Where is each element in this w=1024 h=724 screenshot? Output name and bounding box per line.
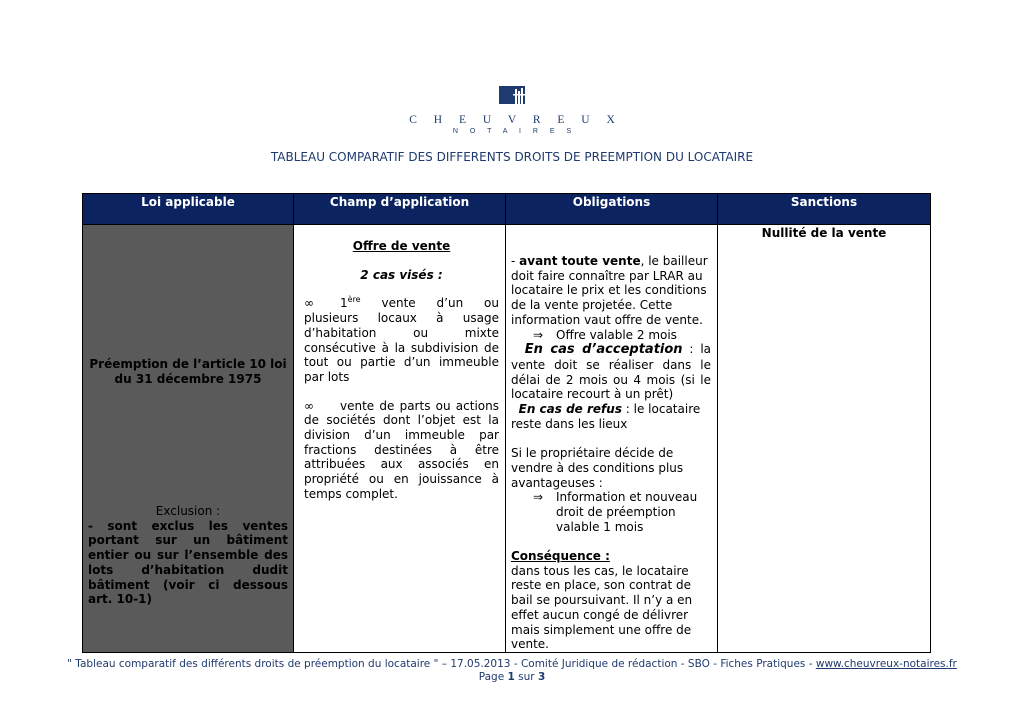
acceptation-label: En cas d’acceptation [524,342,683,358]
cell-champ-application [294,225,506,653]
logo-subtitle: N O T A I R E S [452,128,577,135]
champ-item-2 [304,399,499,502]
p1-rest: , le bailleur doit faire connaître par LRAR au locataire le prix et les conditions de la vente projetée. Cette information vaut offre de vente. [511,254,708,327]
obligation-p1 [511,254,711,328]
document-title: TABLEAU COMPARATIF DES DIFFERENTS DROITS DE PREEMPTION DU LOCATAIRE [270,150,754,164]
page-number [0,671,1024,684]
header-champ-application: Champ d’application [294,194,506,225]
exclusion-text: - sont exclus les ventes portant sur un bâtiment entier ou sur l’ensemble des lots d’habitation dudit bâtiment (voir ci dessous art. 10-1) [88,518,288,607]
header-loi-applicable: Loi applicable [83,194,294,225]
refus-label: En cas de refus [518,402,622,417]
item1-number: 1 [340,296,348,311]
p1-prefix: - [511,254,520,268]
obligation-refus [511,402,711,431]
cell-sanctions: Nullité de la vente [718,225,931,653]
champ-subheading: 2 cas visés : [360,267,443,282]
cell-loi-applicable [83,225,294,653]
footer-text: " Tableau comparatif des différents droits de préemption du locataire " – 17.05.2013 - Comité Juridique de rédaction - SBO - Fiches Pratiques - [67,658,816,670]
champ-heading: Offre de vente [352,239,451,253]
arrow2-text: Information et nouveau droit de préemption valable 1 mois [556,490,698,534]
arrow-offre-valable [511,328,711,343]
item1-text: vente d’un ou plusieurs locaux à usage d’habitation ou mixte consécutive à la subdivision de tout ou partie d’un immeuble par lots [304,296,499,384]
footer-website-link[interactable]: www.cheuvreux-notaires.fr [815,658,957,670]
acceptation-text: : la vente doit se réaliser dans le délai de 2 mois ou 4 mois (si le locataire recourt à un prêt) [511,342,711,402]
consequence-label: Conséquence : [511,549,610,564]
table-header-row [83,194,931,225]
building-logo-icon [499,86,525,104]
infinity-bullet-icon: ∞ [304,398,314,413]
page-total: 3 [537,671,546,683]
table-row [83,225,931,653]
infinity-bullet-icon: ∞ [304,296,314,311]
cell-obligations [506,225,718,653]
refus-text: : le locataire reste dans les lieux [511,402,701,431]
header-obligations: Obligations [506,194,718,225]
exclusion-label: Exclusion : [155,504,221,518]
comparison-table [82,193,931,653]
consequence-text: dans tous les cas, le locataire reste en place, son contrat de bail se poursuivant. Il n’y a en effet aucun congé de délivrer mais simplement une offre de vente. [511,563,693,652]
obligation-proprietaire: Si le propriétaire décide de vendre à des conditions plus avantageuses : [511,446,684,490]
item1-sup: ère [347,295,361,305]
obligation-acceptation [511,342,711,402]
header-sanctions: Sanctions [718,194,931,225]
arrow-right-icon: ⇒ [533,327,544,342]
p1-bold: avant toute vente [519,254,641,268]
footer-line [0,658,1024,671]
exclusion-block [88,504,288,607]
item2-text: vente de parts ou actions de sociétés dont l’objet est la division d’un immeuble par fractions destinées à être attribuées aux associés en propriété ou en jouissance à temps complet. [304,398,499,501]
logo [0,86,1024,135]
page-current: 1 [507,671,515,683]
arrow1-text: Offre valable 2 mois [556,327,677,342]
page-footer [0,658,1024,684]
page-of: sur [514,671,538,683]
logo-name: C H E U V R E U X [409,114,622,126]
arrow-right-icon: ⇒ [533,490,544,505]
page-label: Page [478,671,508,683]
loi-title: Préemption de l’article 10 loi du 31 décembre 1975 [89,357,287,386]
champ-item-1 [304,296,499,384]
arrow-information [511,490,711,534]
